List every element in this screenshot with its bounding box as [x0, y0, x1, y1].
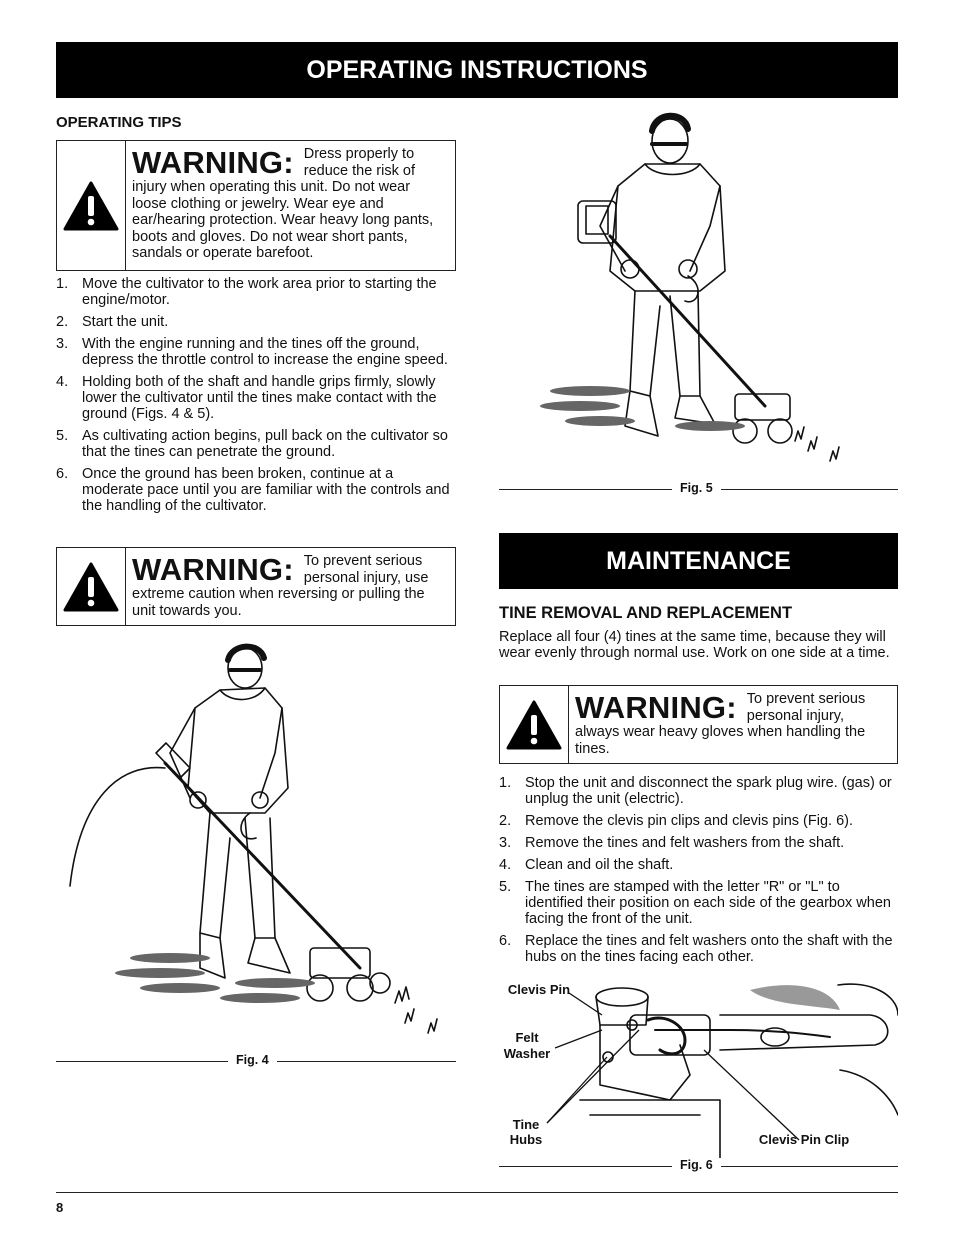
fig5-caption: Fig. 5: [672, 481, 721, 495]
step-text: Move the cultivator to the work area prior to starting the engine/motor.: [82, 276, 437, 308]
fig4-caption: Fig. 4: [228, 1053, 277, 1067]
warning-body: Dress properly to reduce the risk of injury when operating this unit. Do not wear loose clothing or jewelry. Wear eye and ear/hearing protection. Wear heavy long pants, boots and gloves. Do not wear short pants, sandals or operate barefoot.: [132, 146, 434, 261]
callout-felt-washer-line2: Washer: [503, 1046, 551, 1061]
page-number: 8: [56, 1200, 64, 1215]
list-item: [499, 933, 898, 965]
step-number: 1.: [499, 775, 512, 791]
warning-text-block: [126, 548, 455, 625]
list-item: [499, 835, 898, 851]
step-text: The tines are stamped with the letter "R" or "L" to identified their position on each side of the gearbox when facing the front of the unit.: [525, 879, 891, 927]
callout-clevis-pin: Clevis Pin: [507, 982, 571, 997]
list-item: [499, 879, 898, 927]
step-number: 6.: [499, 933, 512, 949]
heading-operating-tips: OPERATING TIPS: [56, 114, 182, 131]
step-number: 6.: [56, 466, 69, 482]
operating-steps-list: [56, 276, 456, 520]
warning-triangle-icon: [505, 699, 563, 751]
list-item: [499, 857, 898, 873]
fig4-illustration: [60, 638, 456, 1046]
warning-body: To prevent serious personal injury, use extreme caution when reversing or pulling the unit towards you.: [132, 553, 429, 619]
step-text: Clean and oil the shaft.: [525, 857, 674, 873]
step-number: 4.: [56, 374, 69, 390]
step-text: Replace the tines and felt washers onto the shaft with the hubs on the tines facing each other.: [525, 933, 893, 965]
step-text: Once the ground has been broken, continue at a moderate pace until you are familiar with the controls and the handling of the cultivator.: [82, 466, 450, 514]
step-text: Remove the clevis pin clips and clevis pins (Fig. 6).: [525, 813, 853, 829]
warning-body: To prevent serious personal injury, always wear heavy gloves when handling the tines.: [575, 691, 866, 757]
warning-icon-cell: [500, 686, 569, 763]
heading-tine-removal: TINE REMOVAL AND REPLACEMENT: [499, 604, 793, 622]
step-text: As cultivating action begins, pull back on the cultivator so that the tines can penetrate the ground.: [82, 428, 448, 460]
step-number: 2.: [499, 813, 512, 829]
callout-tine-hubs-line1: Tine: [512, 1117, 540, 1132]
step-text: Start the unit.: [82, 314, 169, 330]
maintenance-steps-list: [499, 775, 898, 971]
step-number: 3.: [56, 336, 69, 352]
warning-text-block: [126, 141, 455, 270]
warning-text-block: [569, 686, 897, 763]
step-number: 5.: [499, 879, 512, 895]
fig6-caption: Fig. 6: [672, 1158, 721, 1172]
step-text: Stop the unit and disconnect the spark plug wire. (gas) or unplug the unit (electric).: [525, 775, 892, 807]
list-item: [56, 466, 456, 514]
list-item: [56, 428, 456, 460]
warning-label: WARNING:: [132, 145, 294, 180]
section-banner-operating-instructions: OPERATING INSTRUCTIONS: [56, 42, 898, 98]
step-number: 2.: [56, 314, 69, 330]
section-banner-maintenance: MAINTENANCE: [499, 533, 898, 589]
warning-box-reversing: [56, 547, 456, 626]
step-number: 3.: [499, 835, 512, 851]
warning-box-gloves: [499, 685, 898, 764]
callout-tine-hubs-line2: Hubs: [509, 1132, 543, 1147]
maintenance-intro: Replace all four (4) tines at the same time, because they will wear evenly through normal use. Work on one side at a time.: [499, 629, 890, 661]
step-number: 1.: [56, 276, 69, 292]
list-item: [56, 276, 456, 308]
warning-triangle-icon: [62, 180, 120, 232]
warning-triangle-icon: [62, 561, 120, 613]
step-text: With the engine running and the tines off the ground, depress the throttle control to increase the engine speed.: [82, 336, 448, 368]
list-item: [56, 336, 456, 368]
warning-icon-cell: [57, 141, 126, 270]
step-text: Remove the tines and felt washers from the shaft.: [525, 835, 845, 851]
list-item: [499, 775, 898, 807]
warning-icon-cell: [57, 548, 126, 625]
step-number: 4.: [499, 857, 512, 873]
list-item: [499, 813, 898, 829]
warning-label: WARNING:: [132, 552, 294, 587]
step-number: 5.: [56, 428, 69, 444]
warning-box-dress: [56, 140, 456, 271]
footer-rule: [56, 1192, 898, 1193]
list-item: [56, 374, 456, 422]
warning-label: WARNING:: [575, 690, 737, 725]
callout-felt-washer-line1: Felt: [515, 1030, 539, 1045]
callout-clevis-pin-clip: Clevis Pin Clip: [758, 1132, 850, 1147]
list-item: [56, 314, 456, 330]
fig5-illustration: [540, 106, 870, 476]
step-text: Holding both of the shaft and handle grips firmly, slowly lower the cultivator until the tines make contact with the ground (Figs. 4 & 5).: [82, 374, 437, 422]
